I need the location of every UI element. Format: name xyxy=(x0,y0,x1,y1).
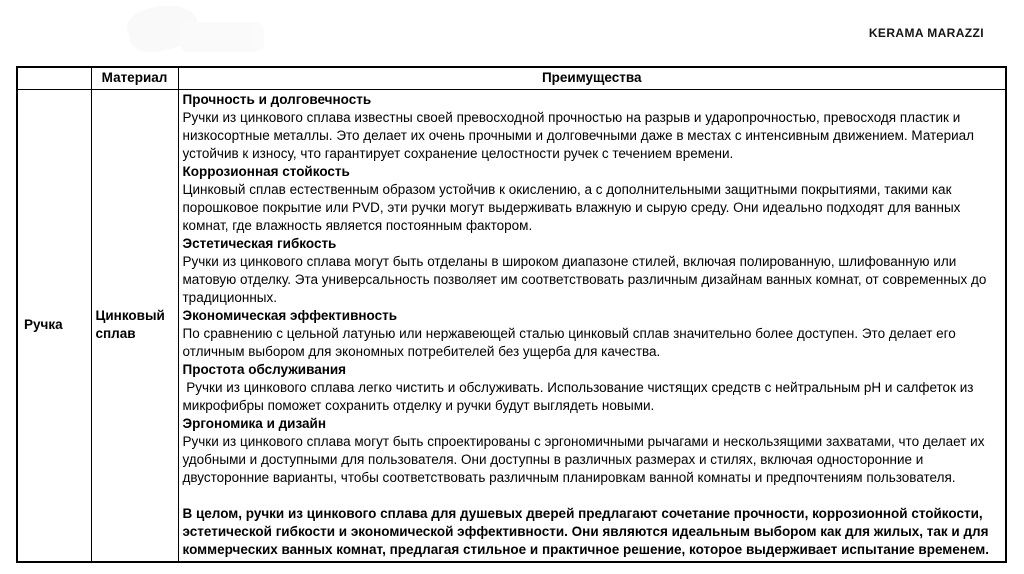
brand-logo: KERAMA MARAZZI xyxy=(868,26,984,40)
watermark-shape xyxy=(124,0,202,57)
advantage-section xyxy=(183,307,1000,361)
advantages-table xyxy=(16,66,1007,563)
section-heading: Экономическая эффективность xyxy=(182,307,398,323)
header-material: Материал xyxy=(91,67,178,89)
section-heading: Прочность и долговечность xyxy=(182,91,372,107)
table-header-row xyxy=(17,67,1006,89)
section-heading: Коррозионная стойкость xyxy=(182,163,350,179)
advantage-section xyxy=(183,91,1000,163)
advantage-section xyxy=(183,361,1000,415)
advantages-cell xyxy=(178,89,1006,562)
advantage-section xyxy=(183,235,1000,307)
header-advantages: Преимущества xyxy=(178,67,1006,89)
header-item xyxy=(17,67,91,89)
item-cell: Ручка xyxy=(17,89,91,562)
section-text: По сравнению с цельной латунью или нержавеющей сталью цинковый сплав значительно более доступен. Это делает его отличным выбором для экономных потребителей без ущерба для качества. xyxy=(182,325,960,359)
advantage-section xyxy=(183,163,1000,235)
section-text: Ручки из цинкового сплава могут быть спроектированы с эргономичными рычагами и нескользящими захватами, что делает их удобными и доступными для пользователя. Они доступны в различных размерах и стилях, включая односторонние и двусторонние варианты, чтобы соответствовать различным планировкам ванной комнаты и предпочтениям пользователя. xyxy=(182,433,989,485)
section-text: Цинковый сплав естественным образом устойчив к окислению, а с дополнительными защитными покрытиями, такими как порошковое покрытие или PVD, эти ручки могут выдерживать влажную и сырую среду. Они идеально подходят для ванных комнат, где влажность является постоянным фактором. xyxy=(182,181,965,233)
watermark xyxy=(118,2,268,54)
advantage-section xyxy=(183,415,1000,487)
section-text: Ручки из цинкового сплава известны своей превосходной прочностью на разрыв и ударопрочностью, превосходя пластик и низкосортные металлы. Это делает их очень прочными и долговечными даже в местах с интенсивным движением. Материал устойчив к износу, что гарантирует сохранение целостности ручек с течением времени. xyxy=(182,109,978,161)
section-heading: Эстетическая гибкость xyxy=(182,235,337,251)
watermark-shape xyxy=(180,22,264,52)
section-heading: Простота обслуживания xyxy=(182,361,347,377)
table-row xyxy=(17,89,1006,562)
section-text: Ручки из цинкового сплава могут быть отделаны в широком диапазоне стилей, включая полированную, шлифованную или матовую отделку. Эта универсальность позволяет им соответствовать различным дизайнам ванных комнат, от современных до традиционных. xyxy=(182,253,991,305)
material-cell: Цинковый сплав xyxy=(91,89,178,562)
summary-paragraph: В целом, ручки из цинкового сплава для душевых дверей предлагают сочетание прочности, коррозионной стойкости, эстетической гибкости и экономической эффективности. Они являются идеальным выбором как для жилых, так и для коммерческих ванных комнат, предлагая стильное и практичное решение, которое выдерживает испытание временем. xyxy=(182,505,993,557)
section-text: Ручки из цинкового сплава легко чистить и обслуживать. Использование чистящих средств с нейтральным pH и салфеток из микрофибры поможет сохранить отделку и ручки будут выглядеть новыми. xyxy=(182,379,978,413)
section-heading: Эргономика и дизайн xyxy=(182,415,326,431)
